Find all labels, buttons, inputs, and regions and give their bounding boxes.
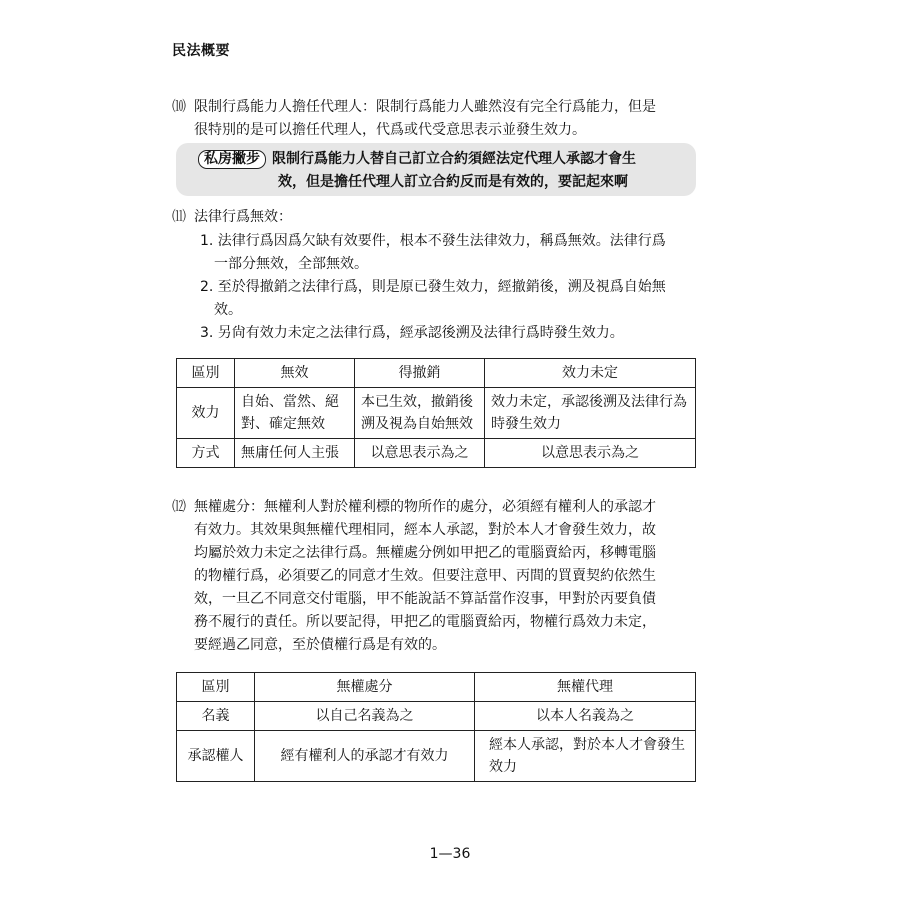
item-12-line: 務不履行的責任。所以要記得，甲把乙的電腦賣給丙，物權行爲效力未定， [194,614,656,630]
table-cell: 無庸任何人主張 [235,439,355,468]
table-cell: 經本人承認，對於本人才會發生效力 [475,731,696,782]
table-cell: 名義 [177,702,255,731]
comparison-table-unauthorized [176,672,696,782]
running-header: 民法概要 [172,43,230,59]
item-10 [172,96,702,142]
item-11-points [200,230,700,345]
table-header: 無權代理 [475,673,696,702]
table-cell: 以意思表示為之 [355,439,485,468]
item-12 [172,496,702,657]
table-cell: 以意思表示為之 [485,439,696,468]
table-header: 區別 [177,673,255,702]
table-row [177,439,696,468]
table-cell: 以自己名義為之 [255,702,475,731]
table-header-row [177,673,696,702]
comparison-table-invalidity [176,358,696,468]
item-11-title: 法律行爲無效： [194,209,292,225]
table-header-row [177,359,696,388]
table-cell: 效力未定，承認後溯及法律行為時發生效力 [485,388,696,439]
tip-box [176,143,696,196]
table-row [177,702,696,731]
table-header: 區別 [177,359,235,388]
table-cell: 以本人名義為之 [475,702,696,731]
point-2-cont: 效。 [214,302,242,318]
table-cell: 效力 [177,388,235,439]
item-12-line: 要經過乙同意，至於債權行爲是有效的。 [194,637,446,653]
tip-line1: 限制行爲能力人替自己訂立合約須經法定代理人承認才會生 [272,151,636,167]
table-header: 得撤銷 [355,359,485,388]
table-cell: 承認權人 [177,731,255,782]
item-12-line: 的物權行爲，必須要乙的同意才生效。但要注意甲、丙間的買賣契約依然生 [194,568,656,584]
item-12-number: ⑿ [172,499,186,515]
item-10-number: ⑽ [172,99,186,115]
tip-tag: 私房撇步 [198,150,266,169]
item-12-line: 有效力。其效果與無權代理相同，經本人承認，對於本人才會發生效力，故 [194,522,656,538]
table-cell: 自始、當然、絕對、確定無效 [235,388,355,439]
table-row [177,388,696,439]
point-1: 1. 法律行爲因爲欠缺有效要件，根本不發生法律效力，稱爲無效。法律行爲 [200,233,666,249]
item-12-line: 無權處分：無權利人對於權利標的物所作的處分，必須經有權利人的承認才 [194,499,656,515]
point-2: 2. 至於得撤銷之法律行爲，則是原已發生效力，經撤銷後，溯及視爲自始無 [200,279,666,295]
point-1-cont: 一部分無效，全部無效。 [214,256,368,272]
table-cell: 經有權利人的承認才有效力 [255,731,475,782]
table-row [177,731,696,782]
item-11-number: ⑾ [172,209,186,225]
tip-line2: 效，但是擔任代理人訂立合約反而是有效的，要記起來啊 [278,174,628,190]
table-header: 無效 [235,359,355,388]
item-12-line: 均屬於效力未定之法律行爲。無權處分例如甲把乙的電腦賣給丙，移轉電腦 [194,545,656,561]
table-cell: 本已生效，撤銷後溯及視為自始無效 [355,388,485,439]
point-3: 3. 另尙有效力未定之法律行爲，經承認後溯及法律行爲時發生效力。 [200,325,624,341]
item-10-line1: 限制行爲能力人擔任代理人：限制行爲能力人雖然沒有完全行爲能力，但是 [194,99,656,115]
table-header: 無權處分 [255,673,475,702]
item-11-heading [172,206,702,229]
item-12-line: 效，一旦乙不同意交付電腦，甲不能說話不算話當作沒事，甲對於丙要負債 [194,591,656,607]
page-number: 1—36 [429,846,471,862]
table-cell: 方式 [177,439,235,468]
table-header: 效力未定 [485,359,696,388]
item-10-line2: 很特別的是可以擔任代理人，代爲或代受意思表示並發生效力。 [194,122,586,138]
